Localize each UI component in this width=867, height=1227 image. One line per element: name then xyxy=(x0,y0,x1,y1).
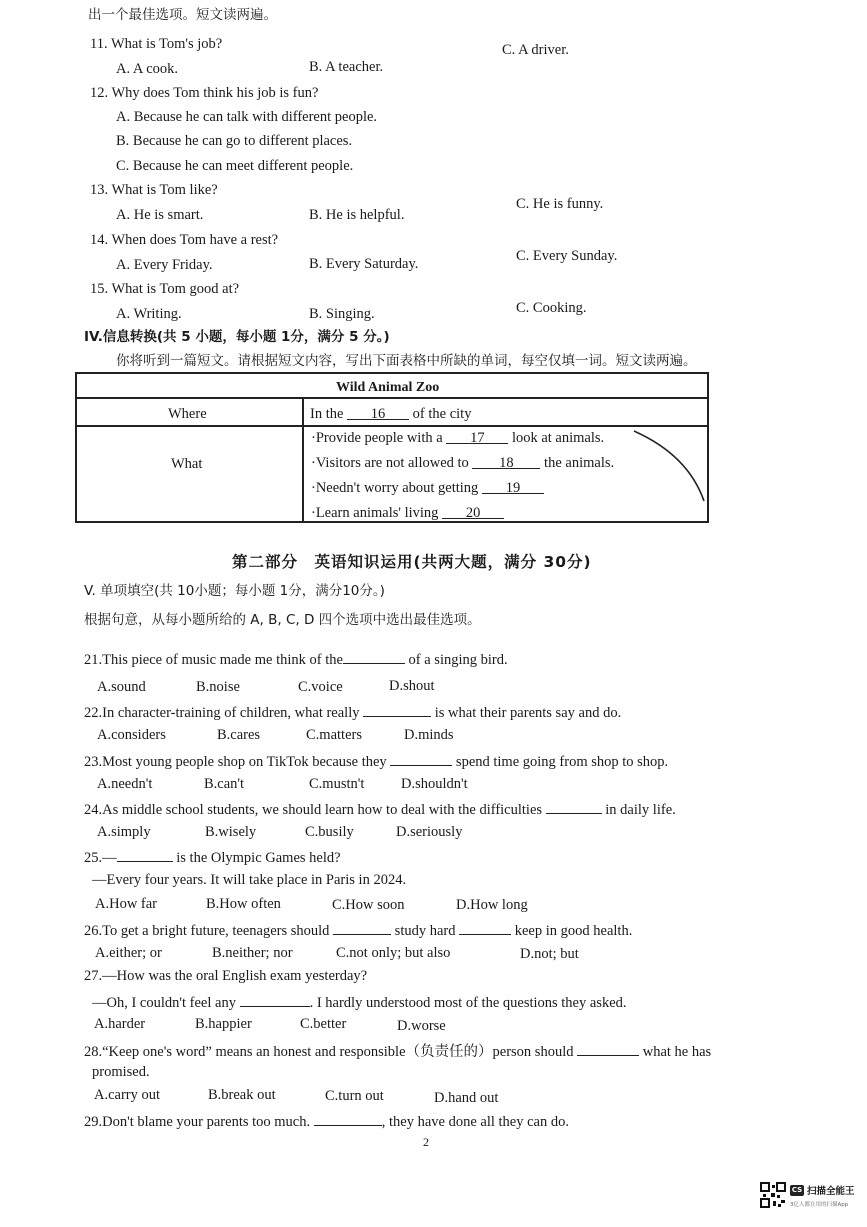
section-5-title: V. 单项填空(共 10小题；每小题 1分，满分10分。) xyxy=(84,583,385,599)
q22-option-d: D.minds xyxy=(404,727,454,743)
q28-option-b: B.break out xyxy=(208,1087,276,1103)
q28-option-a: A.carry out xyxy=(94,1087,161,1103)
q27-option-a: A.harder xyxy=(94,1016,146,1032)
question-22: 22.In character-training of children, what really is what their parents say and do. xyxy=(84,702,621,722)
q11-option-b: B. A teacher. xyxy=(309,59,384,75)
q25-option-b: B.How often xyxy=(206,896,281,912)
q24-option-a: A.simply xyxy=(97,824,151,840)
question-26: 26.To get a bright future, teenagers should study hard keep in good health. xyxy=(84,920,632,940)
q23-option-a: A.needn't xyxy=(97,776,153,792)
table-what-label: What xyxy=(171,456,203,472)
table-where-label: Where xyxy=(168,406,207,422)
q23-option-c: C.mustn't xyxy=(309,776,365,792)
section-5-instruction: 根据句意，从每小题所给的 A, B, C, D 四个选项中选出最佳选项。 xyxy=(84,612,481,628)
q15-option-b: B. Singing. xyxy=(309,306,375,322)
q22-option-b: B.cares xyxy=(217,727,261,743)
q12-option-b: B. Because he can go to different places. xyxy=(116,133,353,149)
q15-option-a: A. Writing. xyxy=(116,306,182,322)
question-12: 12. Why does Tom think his job is fun? xyxy=(90,85,319,101)
q25-option-c: C.How soon xyxy=(332,897,405,913)
q12-option-a: A. Because he can talk with different people. xyxy=(116,109,378,125)
scanner-watermark xyxy=(757,1178,861,1216)
question-28: 28.“Keep one's word” means an honest and responsible（负责任的）person should what he has xyxy=(84,1041,711,1061)
qr-code-icon xyxy=(760,1182,786,1208)
q11-option-c: C. A driver. xyxy=(502,42,569,58)
q14-option-b: B. Every Saturday. xyxy=(309,256,419,272)
q22-option-a: A.considers xyxy=(97,727,166,743)
q25-option-d: D.How long xyxy=(456,897,528,913)
question-23: 23.Most young people shop on TikTok because they spend time going from shop to shop. xyxy=(84,751,668,771)
q24-option-b: B.wisely xyxy=(205,824,257,840)
q22-option-c: C.matters xyxy=(306,727,362,743)
q21-option-b: B.noise xyxy=(196,679,240,695)
q21-option-d: D.shout xyxy=(389,678,435,694)
question-14: 14. When does Tom have a rest? xyxy=(90,232,279,248)
question-21: 21.This piece of music made me think of the of a singing bird. xyxy=(84,649,508,669)
q27-option-c: C.better xyxy=(300,1016,347,1032)
q26-option-b: B.neither; nor xyxy=(212,945,293,961)
q11-option-a: A. A cook. xyxy=(116,61,179,77)
section-4-instruction: 你将听到一篇短文。请根据短文内容，写出下面表格中所缺的单词，每空仅填一词。短文读两遍。 xyxy=(116,353,697,369)
q27-answer-line: —Oh, I couldn't feel any . I hardly understood most of the questions they asked. xyxy=(92,992,627,1012)
cs-badge-icon: CS xyxy=(791,1186,803,1194)
q28-option-d: D.hand out xyxy=(434,1090,499,1106)
q26-option-c: C.not only; but also xyxy=(336,945,451,961)
q13-option-c: C. He is funny. xyxy=(516,196,604,212)
table-title: Wild Animal Zoo xyxy=(336,380,440,395)
question-29: 29.Don't blame your parents too much. , they have done all they can do. xyxy=(84,1111,569,1131)
q21-option-c: C.voice xyxy=(298,679,343,695)
section-4-title: IV.信息转换(共 5 小题，每小题 1分，满分 5 分。) xyxy=(84,329,390,345)
q26-option-d: D.not; but xyxy=(520,946,579,962)
q24-option-c: C.busily xyxy=(305,824,354,840)
table-what-row-19: ·Needn't worry about getting 19 xyxy=(311,479,544,497)
table-what-row-20: ·Learn animals' living 20 xyxy=(311,504,504,522)
question-13: 13. What is Tom like? xyxy=(90,182,218,198)
q21-option-a: A.sound xyxy=(97,679,146,695)
q12-option-c: C. Because he can meet different people. xyxy=(116,158,354,174)
q24-option-d: D.seriously xyxy=(396,824,463,840)
table-what-row-17: ·Provide people with a 17 look at animals. xyxy=(311,430,605,446)
question-24: 24.As middle school students, we should learn how to deal with the difficulties in daily life. xyxy=(84,799,676,819)
q26-option-a: A.either; or xyxy=(95,945,162,961)
question-27: 27.—How was the oral English exam yesterday? xyxy=(84,968,368,984)
table-what-row-18: ·Visitors are not allowed to 18 the animals. xyxy=(311,455,615,471)
q28-option-c: C.turn out xyxy=(325,1088,384,1104)
page-number: 2 xyxy=(423,1135,429,1149)
part-2-title: 第二部分 英语知识运用(共两大题，满分 30分) xyxy=(232,553,592,571)
q14-option-c: C. Every Sunday. xyxy=(516,248,618,264)
q25-answer-line: —Every four years. It will take place in Paris in 2024. xyxy=(92,872,407,888)
q14-option-a: A. Every Friday. xyxy=(116,257,213,273)
q28-continuation: promised. xyxy=(92,1064,150,1080)
blank-16-number: 16 xyxy=(370,406,386,422)
q27-option-d: D.worse xyxy=(397,1018,446,1034)
intro-line: 出一个最佳选项。短文读两遍。 xyxy=(88,7,277,23)
q25-option-a: A.How far xyxy=(95,896,158,912)
question-15: 15. What is Tom good at? xyxy=(90,281,240,297)
question-11: 11. What is Tom's job? xyxy=(90,36,223,52)
q23-option-b: B.can't xyxy=(204,776,245,792)
q15-option-c: C. Cooking. xyxy=(516,300,587,316)
q13-option-b: B. He is helpful. xyxy=(309,207,405,223)
watermark-brand: 扫描全能王 xyxy=(807,1186,855,1197)
q27-option-b: B.happier xyxy=(195,1016,252,1032)
q13-option-a: A. He is smart. xyxy=(116,207,204,223)
question-25: 25.— is the Olympic Games held? xyxy=(84,847,341,867)
watermark-subtitle: 3亿人都在用的扫描App xyxy=(790,1202,849,1208)
q23-option-d: D.shouldn't xyxy=(401,776,468,792)
pen-mark-curve xyxy=(628,425,708,505)
table-where-cell: In the 16 of the city xyxy=(310,406,472,422)
